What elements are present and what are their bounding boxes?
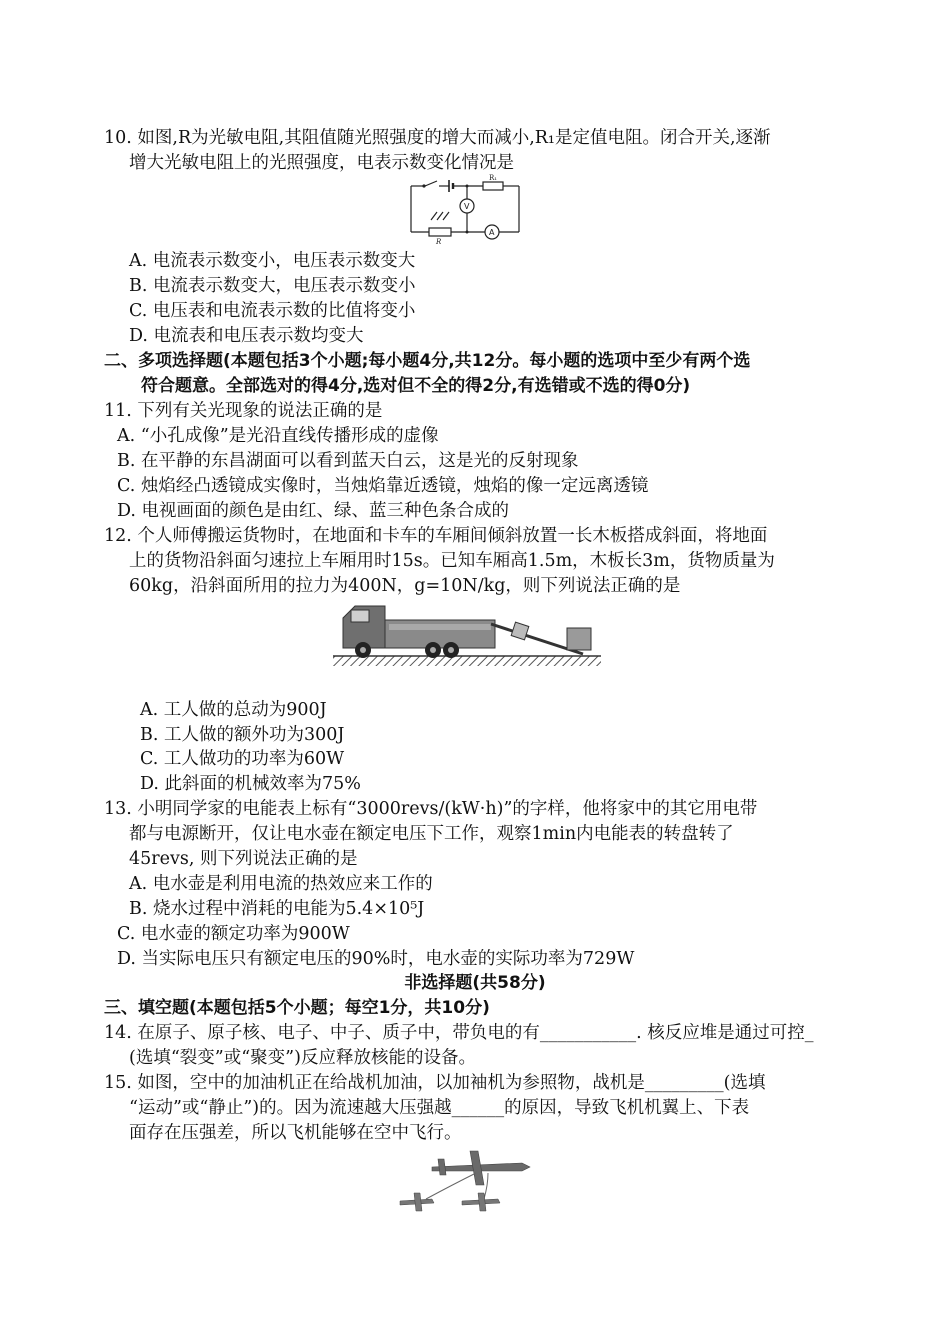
q10-stem-line1: 10. 如图,R为光敏电阻,其阻值随光照强度的增大而减小,R₁是定值电阻。闭合开关,逐渐 — [104, 128, 771, 148]
q11-stem: 11. 下列有关光现象的说法正确的是 — [104, 401, 383, 421]
section2-heading-line1: 二、多项选择题(本题包括3个小题;每小题4分,共12分。每小题的选项中至少有两个选 — [104, 351, 751, 371]
q13-option-c: C. 电水壶的额定功率为900W — [117, 924, 350, 944]
q10-option-a: A. 电流表示数变小，电压表示数变大 — [129, 251, 416, 271]
aerial-refueling-figure — [392, 1145, 542, 1217]
q13-stem-line2: 都与电源断开，仅让电水壶在额定电压下工作，观察1min内电能表的转盘转了 — [129, 824, 734, 844]
q12-stem-line3: 60kg，沿斜面所用的拉力为400N，g=10N/kg，则下列说法正确的是 — [129, 576, 681, 596]
q10-option-b: B. 电流表示数变大，电压表示数变小 — [129, 276, 416, 296]
ammeter-label: A — [489, 228, 495, 237]
q10-stem-line2: 增大光敏电阻上的光照强度，电表示数变化情况是 — [129, 153, 514, 173]
q11-option-b: B. 在平静的东昌湖面可以看到蓝天白云，这是光的反射现象 — [117, 451, 579, 471]
q11-option-c: C. 烛焰经凸透镜成实像时，当烛焰靠近透镜，烛焰的像一定远离透镜 — [117, 476, 649, 496]
q13-stem-line3: 45revs, 则下列说法正确的是 — [129, 849, 358, 869]
q12-option-a: A. 工人做的总动为900J — [140, 700, 327, 720]
q12-stem-line2: 上的货物沿斜面匀速拉上车厢用时15s。已知车厢高1.5m，木板长3m，货物质量为 — [129, 551, 775, 571]
r-label: R — [436, 238, 442, 246]
q13-stem-line1: 13. 小明同学家的电能表上标有“3000revs/(kW·h)”的字样，他将家中的其它用电带 — [104, 799, 758, 819]
q13-option-b: B. 烧水过程中消耗的电能为5.4×10⁵J — [129, 899, 425, 919]
q15-stem-line3: 面存在压强差，所以飞机能够在空中飞行。 — [129, 1123, 462, 1143]
q10-option-c: C. 电压表和电流表示数的比值将变小 — [129, 301, 416, 321]
q10-option-d: D. 电流表和电压表示数均变大 — [129, 326, 364, 346]
q12-stem-line1: 12. 个人师傅搬运货物时，在地面和卡车的车厢间倾斜放置一长木板搭成斜面，将地面 — [104, 526, 768, 546]
truck-ramp-figure — [333, 598, 603, 668]
q15-stem-line2: “运动”或“静止”)的。因为流速越大压强越______的原因，导致飞机机翼上、下表 — [129, 1098, 750, 1118]
q12-option-b: B. 工人做的额外功为300J — [140, 725, 345, 745]
q11-option-a: A. “小孔成像”是光沿直线传播形成的虚像 — [117, 426, 439, 446]
q13-option-a: A. 电水壶是利用电流的热效应来工作的 — [129, 874, 433, 894]
section3-heading: 三、填空题(本题包括5个小题；每空1分，共10分) — [104, 998, 490, 1018]
q12-option-c: C. 工人做功的功率为60W — [140, 749, 345, 769]
q12-option-d: D. 此斜面的机械效率为75% — [140, 774, 361, 794]
q14-stem-line2: (选填“裂变”或“聚变”)反应释放核能的设备。 — [129, 1048, 476, 1068]
r1-label: R₁ — [489, 174, 498, 182]
q15-stem-line1: 15. 如图，空中的加油机正在给战机加油，以加袖机为参照物，战机是_________(选填 — [104, 1073, 766, 1093]
q14-stem-line1: 14. 在原子、原子核、电子、中子、质子中，带负电的有___________. 核反应堆是通过可控_ — [104, 1023, 814, 1043]
q11-option-d: D. 电视画面的颜色是由红、绿、蓝三种色条合成的 — [117, 501, 510, 521]
circuit-diagram — [405, 174, 525, 246]
voltmeter-label: V — [464, 202, 470, 211]
q13-option-d: D. 当实际电压只有额定电压的90%时，电水壶的实际功率为729W — [117, 949, 635, 969]
part-heading-nonchoice: 非选择题(共58分) — [404, 973, 546, 993]
section2-heading-line2: 符合题意。全部选对的得4分,选对但不全的得2分,有选错或不选的得0分) — [141, 376, 691, 396]
